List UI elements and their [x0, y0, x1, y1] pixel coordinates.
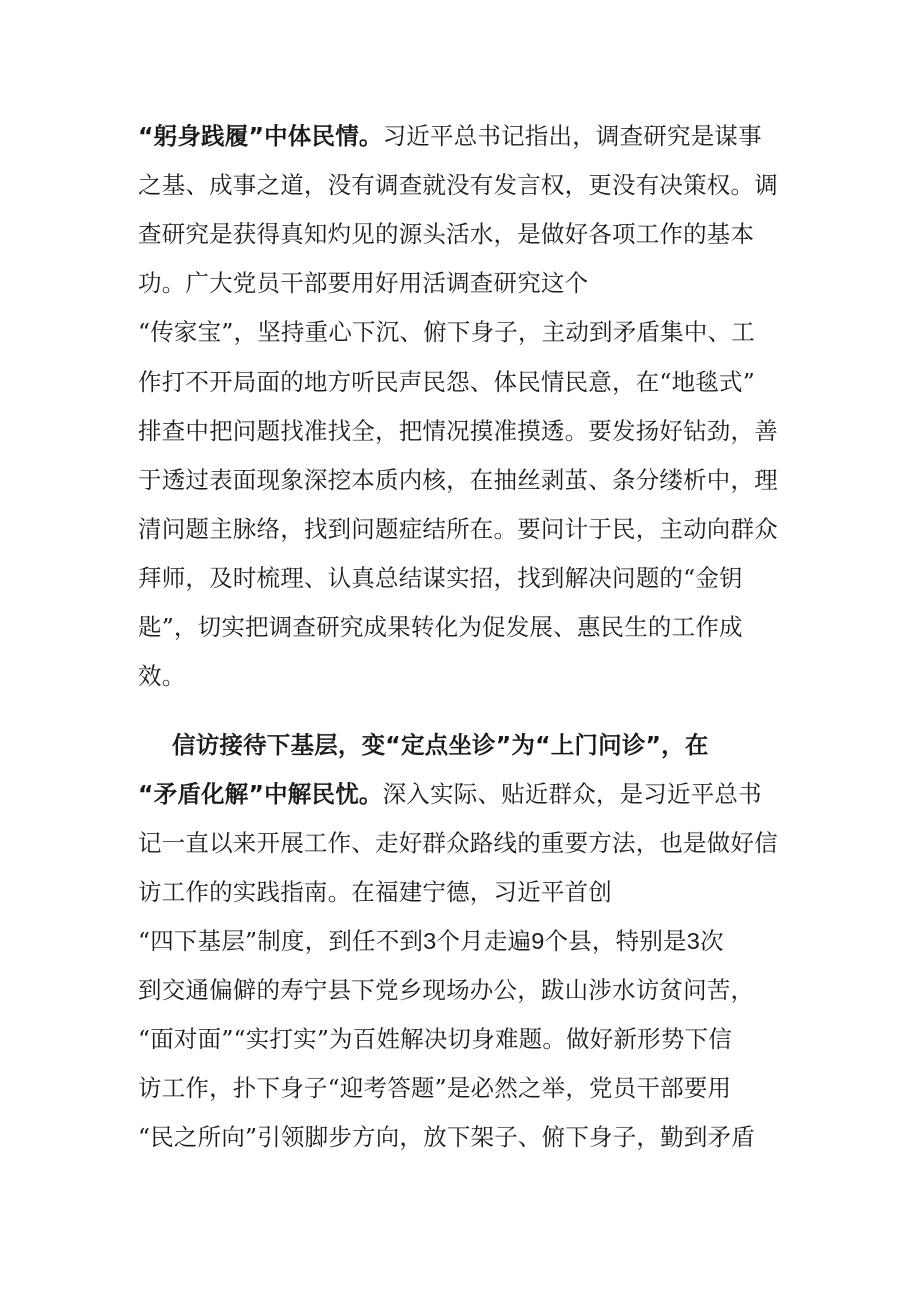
paragraph-2-line-5-part-1: “四下基层”制度，到任不到 — [138, 927, 424, 955]
paragraph-2-line-2 — [138, 776, 778, 812]
paragraph-2-number-counties: 9 — [531, 928, 545, 954]
paragraph-2-heading-line-1: 信访接待下基层，变“定点坐诊”为“上门问诊”，在 — [172, 731, 709, 759]
paragraph-2-line-5-part-3: 个县，特别是 — [544, 927, 687, 955]
paragraph-2-number-times: 3 — [686, 928, 700, 954]
paragraph-1-line-11: 匙”，切实把调查研究成果转化为促发展、惠民生的工作成 — [138, 613, 743, 641]
paragraph-2-line-4: 访工作的实践指南。在福建宁德，习近平首创 — [138, 878, 612, 906]
paragraph-1-line-2: 之基、成事之道，没有调查就没有发言权，更没有决策权。调 — [138, 171, 778, 199]
paragraph-2-line-7: “面对面”“实打实”为百姓解决切身难题。做好新形势下信 — [138, 1025, 732, 1053]
paragraph-2-lead-heading: “矛盾化解”中解民忧。 — [138, 780, 383, 808]
paragraph-1-line-9: 清问题主脉络，找到问题症结所在。要问计于民，主动向群众 — [138, 515, 778, 543]
paragraph-1-line-6: 作打不开局面的地方听民声民怨、体民情民意，在“地毯式” — [138, 368, 755, 396]
paragraph-2-number-months: 3 — [423, 928, 437, 954]
paragraph-1-line-1-text: 习近平总书记指出，调查研究是谋事 — [382, 122, 762, 150]
paragraph-2-line-9: “民之所向”引领脚步方向，放下架子、俯下身子，勤到矛盾 — [138, 1123, 755, 1151]
paragraph-2-line-6: 到交通偏僻的寿宁县下党乡现场办公，跋山涉水访贫问苦， — [138, 976, 755, 1004]
paragraph-1-line-3: 查研究是获得真知灼见的源头活水，是做好各项工作的基本 — [138, 220, 755, 248]
paragraph-2-line-5-part-4: 次 — [700, 927, 724, 955]
paragraph-1-lead-heading: “躬身践履”中体民情。 — [138, 122, 383, 150]
paragraph-2-line-8: 访工作，扑下身子“迎考答题”是必然之举，党员干部要用 — [138, 1074, 732, 1102]
paragraph-2-line-2-text: 深入实际、贴近群众，是习近平总书 — [382, 780, 762, 808]
paragraph-1-line-5: “传家宝”，坚持重心下沉、俯下身子，主动到矛盾集中、工 — [138, 318, 755, 346]
paragraph-1-line-4: 功。广大党员干部要用好用活调查研究这个 — [138, 269, 589, 297]
paragraph-1-line-7: 排查中把问题找准找全，把情况摸准摸透。要发扬好钻劲，善 — [138, 417, 778, 445]
paragraph-1-line-10: 拜师，及时梳理、认真总结谋实招，找到解决问题的“金钥 — [138, 564, 743, 592]
paragraph-2-line-3: 记一直以来开展工作、走好群众路线的重要方法，也是做好信 — [138, 829, 778, 857]
paragraph-1-line-1 — [138, 118, 778, 154]
paragraph-1-line-8: 于透过表面现象深挖本质内核，在抽丝剥茧、条分缕析中，理 — [138, 466, 778, 494]
paragraph-2-line-5 — [138, 923, 778, 959]
paragraph-1-line-12: 效。 — [138, 662, 186, 690]
paragraph-2-line-5-part-2: 个月走遍 — [436, 927, 532, 955]
